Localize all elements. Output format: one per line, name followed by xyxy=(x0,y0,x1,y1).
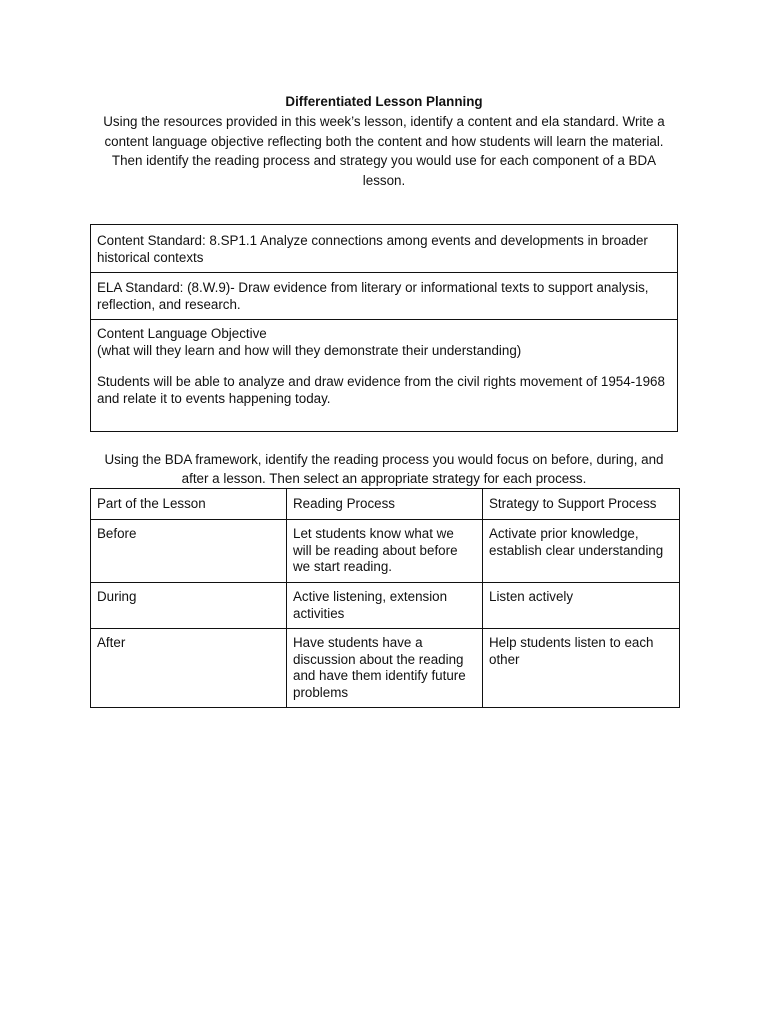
strategy-cell: Help students listen to each other xyxy=(483,629,680,708)
ela-standard-row xyxy=(91,273,677,320)
objective-text: Students will be able to analyze and draw evidence from the civil rights movement of 1954-1968 and relate it to events happening today. xyxy=(97,374,665,406)
intro-line: Then identify the reading process and strategy you would use for each component of a BDA xyxy=(111,153,657,168)
intro-line: content language objective reflecting both the content and how students will learn the material. xyxy=(104,133,664,149)
column-header: Strategy to Support Process xyxy=(483,489,680,520)
part-cell: After xyxy=(91,629,287,708)
table-row xyxy=(91,520,680,583)
intro-paragraph xyxy=(80,112,688,190)
process-cell: Let students know what we will be reading about before we start reading. xyxy=(287,520,483,583)
content-standard-row xyxy=(91,225,677,273)
strategy-cell: Activate prior knowledge, establish clear understanding xyxy=(483,520,680,583)
table-row xyxy=(91,629,680,708)
part-cell: During xyxy=(91,583,287,629)
process-cell: Have students have a discussion about the reading and have them identify future problems xyxy=(287,629,483,708)
table-row xyxy=(91,583,680,629)
objective-subheading: (what will they learn and how will they demonstrate their understanding) xyxy=(97,342,522,358)
standards-table xyxy=(90,224,678,432)
bda-intro-line: Using the BDA framework, identify the reading process you would focus on before, during, and xyxy=(104,452,664,467)
part-cell: Before xyxy=(91,520,287,583)
intro-line: lesson. xyxy=(362,172,406,188)
objective-heading: Content Language Objective xyxy=(97,326,267,341)
objective-row xyxy=(91,320,677,431)
strategy-cell: Listen actively xyxy=(483,583,680,629)
page-title: Differentiated Lesson Planning xyxy=(285,94,483,109)
process-cell: Active listening, extension activities xyxy=(287,583,483,629)
ela-standard-text: ELA Standard: (8.W.9)- Draw evidence from literary or informational texts to support analysis, reflection, and research. xyxy=(97,280,649,312)
column-header: Part of the Lesson xyxy=(91,489,287,520)
column-header: Reading Process xyxy=(287,489,483,520)
bda-intro-line: after a lesson. Then select an appropriate strategy for each process. xyxy=(181,471,587,486)
intro-line: Using the resources provided in this week’s lesson, identify a content and ela standard. Write a xyxy=(103,114,665,129)
content-standard-text: Content Standard: 8.SP1.1 Analyze connections among events and developments in broader historical contexts xyxy=(97,233,648,265)
bda-intro-paragraph xyxy=(80,450,688,488)
bda-table xyxy=(90,488,680,708)
table-header-row xyxy=(91,489,680,520)
